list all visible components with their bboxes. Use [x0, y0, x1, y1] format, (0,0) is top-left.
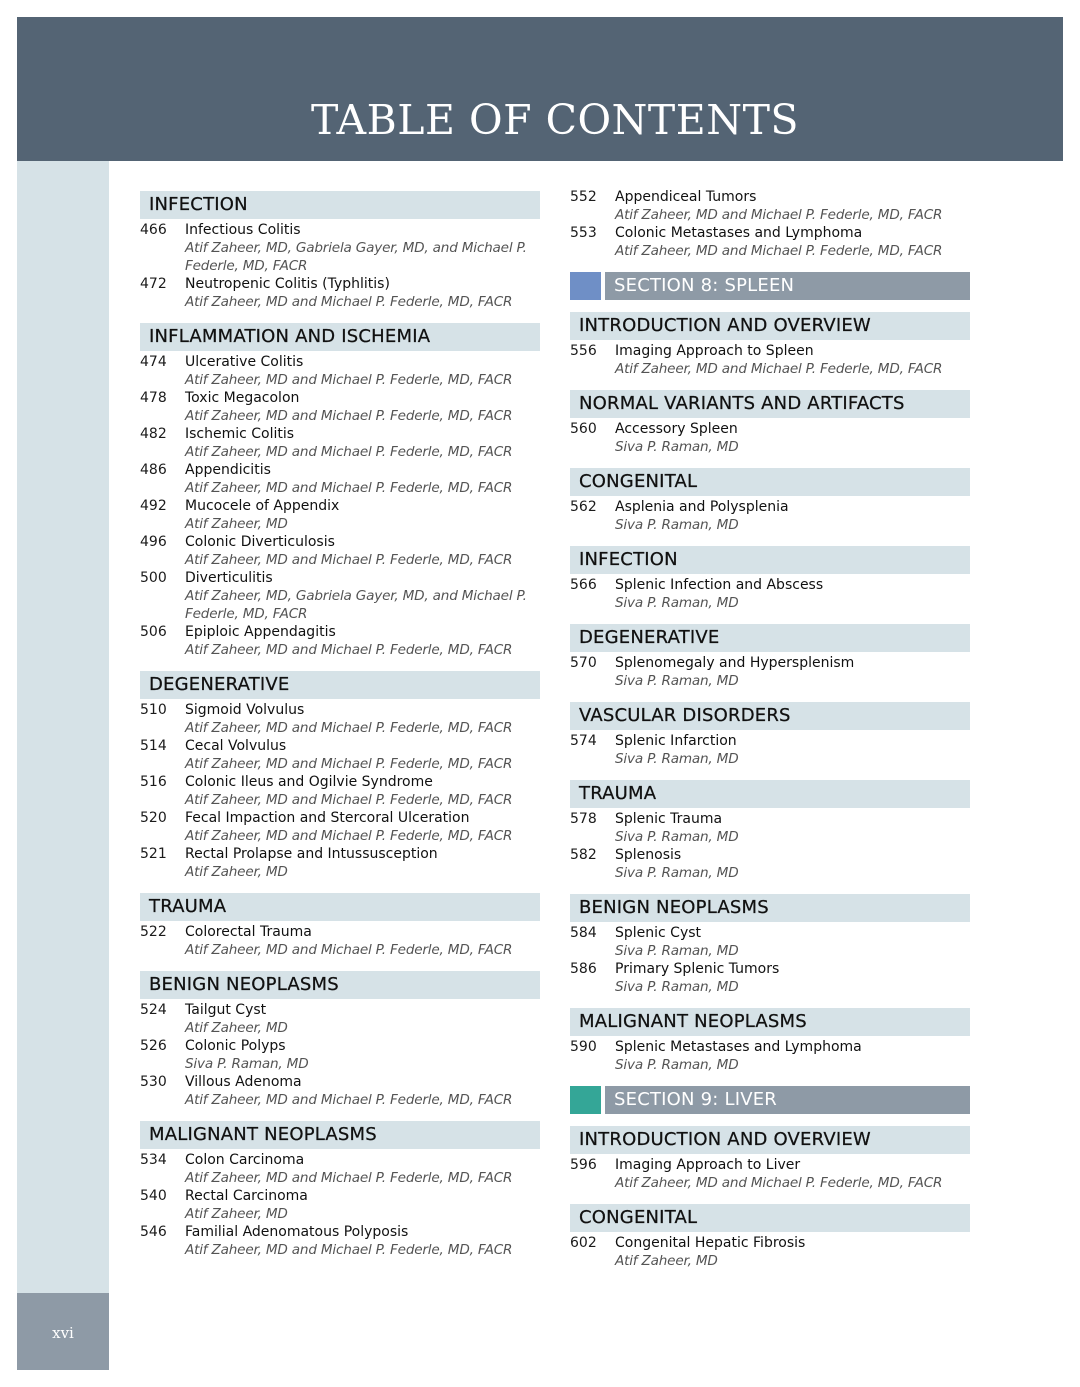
entry-authors: Atif Zaheer, MD and Michael P. Federle, MD, FACR — [615, 1175, 943, 1191]
entry-page-number: 553 — [570, 225, 597, 241]
entry-title[interactable]: Imaging Approach to Liver — [615, 1157, 801, 1173]
entry-title[interactable]: Appendiceal Tumors — [615, 189, 757, 205]
entry-title[interactable]: Colonic Ileus and Ogilvie Syndrome — [185, 774, 433, 790]
entry-title[interactable]: Ischemic Colitis — [185, 426, 295, 442]
entry-authors: Atif Zaheer, MD and Michael P. Federle, MD, FACR — [185, 642, 513, 658]
entry-body — [615, 342, 970, 378]
entry-authors: Atif Zaheer, MD, Gabriela Gayer, MD, and Michael P. — [185, 588, 527, 604]
toc-entry[interactable] — [570, 498, 970, 534]
toc-entry[interactable] — [140, 461, 540, 497]
entry-authors: Atif Zaheer, MD and Michael P. Federle, MD, FACR — [185, 942, 513, 958]
subsection-heading-normal-variants-and-artifacts: NORMAL VARIANTS AND ARTIFACTS — [570, 390, 970, 418]
entry-authors: Atif Zaheer, MD and Michael P. Federle, MD, FACR — [185, 1242, 513, 1258]
entry-page-number: 546 — [140, 1224, 167, 1240]
entry-title[interactable]: Infectious Colitis — [185, 222, 301, 238]
toc-entry[interactable] — [570, 732, 970, 768]
subsection-heading-introduction-and-overview: INTRODUCTION AND OVERVIEW — [570, 1126, 970, 1154]
toc-entry[interactable] — [570, 654, 970, 690]
entry-body — [615, 810, 970, 846]
entry-page-number: 534 — [140, 1152, 167, 1168]
entry-title[interactable]: Congenital Hepatic Fibrosis — [615, 1235, 806, 1251]
entry-title[interactable]: Colonic Diverticulosis — [185, 534, 335, 550]
toc-entry[interactable] — [140, 1223, 540, 1259]
toc-entry[interactable] — [570, 1234, 970, 1270]
entry-body — [185, 533, 540, 569]
entry-body — [185, 773, 540, 809]
entry-authors: Siva P. Raman, MD — [615, 829, 739, 845]
entry-body — [185, 809, 540, 845]
entry-title[interactable]: Splenic Metastases and Lymphoma — [615, 1039, 862, 1055]
entry-page-number: 506 — [140, 624, 167, 640]
entry-authors: Siva P. Raman, MD — [185, 1056, 309, 1072]
entry-authors: Atif Zaheer, MD, Gabriela Gayer, MD, and Michael P. — [185, 240, 527, 256]
entry-authors: Atif Zaheer, MD — [185, 1020, 288, 1036]
entry-body — [615, 732, 970, 768]
entry-title[interactable]: Splenic Cyst — [615, 925, 702, 941]
entry-page-number: 524 — [140, 1002, 167, 1018]
entry-authors: Siva P. Raman, MD — [615, 979, 739, 995]
entry-body — [615, 498, 970, 534]
entry-authors: Atif Zaheer, MD — [185, 864, 288, 880]
entry-body — [185, 425, 540, 461]
entry-title[interactable]: Splenic Infarction — [615, 733, 737, 749]
entry-authors: Atif Zaheer, MD and Michael P. Federle, MD, FACR — [185, 480, 513, 496]
entry-body — [185, 623, 540, 659]
subsection-heading-introduction-and-overview: INTRODUCTION AND OVERVIEW — [570, 312, 970, 340]
entry-page-number: 530 — [140, 1074, 167, 1090]
entry-page-number: 562 — [570, 499, 597, 515]
entry-page-number: 500 — [140, 570, 167, 586]
entry-page-number: 516 — [140, 774, 167, 790]
entry-page-number: 522 — [140, 924, 167, 940]
entry-body — [185, 737, 540, 773]
entry-body — [185, 1223, 540, 1259]
entry-page-number: 556 — [570, 343, 597, 359]
entry-title[interactable]: Appendicitis — [185, 462, 271, 478]
toc-entry[interactable] — [140, 221, 540, 275]
entry-title[interactable]: Rectal Prolapse and Intussusception — [185, 846, 438, 862]
entry-title[interactable]: Colonic Polyps — [185, 1038, 286, 1054]
entry-authors: Siva P. Raman, MD — [615, 517, 739, 533]
entry-authors: Atif Zaheer, MD and Michael P. Federle, MD, FACR — [615, 361, 943, 377]
entry-authors: Siva P. Raman, MD — [615, 439, 739, 455]
entry-page-number: 514 — [140, 738, 167, 754]
toc-entry[interactable] — [140, 1151, 540, 1187]
toc-entry[interactable] — [570, 188, 970, 224]
entry-page-number: 466 — [140, 222, 167, 238]
entry-page-number: 552 — [570, 189, 597, 205]
page-number: xvi — [52, 1324, 74, 1342]
toc-entry[interactable] — [570, 224, 970, 260]
entry-authors: Atif Zaheer, MD and Michael P. Federle, MD, FACR — [185, 294, 513, 310]
entry-title[interactable]: Rectal Carcinoma — [185, 1188, 308, 1204]
toc-entry[interactable] — [570, 1156, 970, 1192]
entry-authors: Atif Zaheer, MD — [615, 1253, 718, 1269]
toc-entry[interactable] — [140, 533, 540, 569]
subsection-heading-congenital: CONGENITAL — [570, 468, 970, 496]
entry-page-number: 566 — [570, 577, 597, 593]
entry-page-number: 578 — [570, 811, 597, 827]
entry-authors: Federle, MD, FACR — [185, 606, 308, 622]
toc-entry[interactable] — [140, 275, 540, 311]
entry-title[interactable]: Tailgut Cyst — [185, 1002, 267, 1018]
entry-title[interactable]: Splenic Infection and Abscess — [615, 577, 824, 593]
section-title: SECTION 9: LIVER — [605, 1086, 970, 1114]
entry-title[interactable]: Epiploic Appendagitis — [185, 624, 336, 640]
entry-body — [185, 845, 540, 881]
entry-body — [615, 924, 970, 960]
toc-entry[interactable] — [570, 342, 970, 378]
toc-entry[interactable] — [570, 924, 970, 960]
entry-body — [615, 846, 970, 882]
entry-authors: Atif Zaheer, MD and Michael P. Federle, MD, FACR — [185, 756, 513, 772]
subsection-heading-infection: INFECTION — [140, 191, 540, 219]
toc-entry[interactable] — [140, 569, 540, 623]
entry-page-number: 560 — [570, 421, 597, 437]
entry-title[interactable]: Cecal Volvulus — [185, 738, 287, 754]
entry-authors: Siva P. Raman, MD — [615, 865, 739, 881]
entry-body — [185, 1001, 540, 1037]
entry-title[interactable]: Colon Carcinoma — [185, 1152, 305, 1168]
toc-entry[interactable] — [140, 425, 540, 461]
entry-authors: Atif Zaheer, MD — [185, 516, 288, 532]
toc-entry[interactable] — [140, 1187, 540, 1223]
toc-entry[interactable] — [140, 809, 540, 845]
entry-title[interactable]: Accessory Spleen — [615, 421, 738, 437]
entry-title[interactable]: Primary Splenic Tumors — [615, 961, 780, 977]
entry-page-number: 510 — [140, 702, 167, 718]
toc-left-column — [140, 191, 540, 1259]
entry-title[interactable]: Neutropenic Colitis (Typhlitis) — [185, 276, 390, 292]
subsection-heading-congenital: CONGENITAL — [570, 1204, 970, 1232]
entry-authors: Atif Zaheer, MD and Michael P. Federle, MD, FACR — [185, 552, 513, 568]
entry-page-number: 526 — [140, 1038, 167, 1054]
entry-body — [615, 576, 970, 612]
entry-page-number: 540 — [140, 1188, 167, 1204]
entry-authors: Atif Zaheer, MD and Michael P. Federle, MD, FACR — [185, 444, 513, 460]
toc-entry[interactable] — [570, 810, 970, 846]
toc-entry[interactable] — [570, 960, 970, 996]
entry-body — [185, 461, 540, 497]
entry-body — [185, 497, 540, 533]
subsection-heading-malignant-neoplasms: MALIGNANT NEOPLASMS — [140, 1121, 540, 1149]
subsection-heading-benign-neoplasms: BENIGN NEOPLASMS — [570, 894, 970, 922]
toc-entry[interactable] — [140, 1001, 540, 1037]
entry-authors: Siva P. Raman, MD — [615, 595, 739, 611]
entry-title[interactable]: Sigmoid Volvulus — [185, 702, 305, 718]
toc-right-column — [570, 188, 970, 1270]
entry-title[interactable]: Mucocele of Appendix — [185, 498, 340, 514]
entry-body — [185, 275, 540, 311]
folio-box — [17, 1293, 109, 1370]
entry-title[interactable]: Ulcerative Colitis — [185, 354, 304, 370]
section-color-swatch — [570, 1086, 601, 1114]
entry-body — [615, 420, 970, 456]
entry-page-number: 474 — [140, 354, 167, 370]
entry-title[interactable]: Colorectal Trauma — [185, 924, 312, 940]
entry-authors: Atif Zaheer, MD and Michael P. Federle, MD, FACR — [185, 1170, 513, 1186]
entry-page-number: 596 — [570, 1157, 597, 1173]
subsection-heading-trauma: TRAUMA — [570, 780, 970, 808]
entry-title[interactable]: Familial Adenomatous Polyposis — [185, 1224, 409, 1240]
entry-page-number: 486 — [140, 462, 167, 478]
toc-entry[interactable] — [140, 923, 540, 959]
entry-body — [185, 701, 540, 737]
entry-title[interactable]: Splenic Trauma — [615, 811, 723, 827]
entry-authors: Siva P. Raman, MD — [615, 673, 739, 689]
entry-authors: Atif Zaheer, MD and Michael P. Federle, MD, FACR — [185, 1092, 513, 1108]
toc-entry[interactable] — [570, 420, 970, 456]
entry-page-number: 586 — [570, 961, 597, 977]
entry-authors: Siva P. Raman, MD — [615, 751, 739, 767]
entry-page-number: 496 — [140, 534, 167, 550]
entry-authors: Siva P. Raman, MD — [615, 943, 739, 959]
entry-body — [615, 224, 970, 260]
entry-page-number: 584 — [570, 925, 597, 941]
section-header-section-9-liver — [570, 1086, 970, 1114]
side-strip — [17, 161, 109, 1293]
subsection-heading-infection: INFECTION — [570, 546, 970, 574]
toc-entry[interactable] — [140, 497, 540, 533]
subsection-heading-vascular-disorders: VASCULAR DISORDERS — [570, 702, 970, 730]
section-title: SECTION 8: SPLEEN — [605, 272, 970, 300]
entry-page-number: 492 — [140, 498, 167, 514]
entry-body — [185, 389, 540, 425]
entry-body — [185, 221, 540, 275]
toc-entry[interactable] — [140, 1073, 540, 1109]
entry-authors: Atif Zaheer, MD and Michael P. Federle, MD, FACR — [615, 243, 943, 259]
entry-page-number: 482 — [140, 426, 167, 442]
entry-authors: Atif Zaheer, MD and Michael P. Federle, MD, FACR — [185, 408, 513, 424]
toc-entry[interactable] — [140, 1037, 540, 1073]
entry-title[interactable]: Asplenia and Polysplenia — [615, 499, 789, 515]
toc-entry[interactable] — [140, 845, 540, 881]
subsection-heading-degenerative: DEGENERATIVE — [570, 624, 970, 652]
entry-page-number: 520 — [140, 810, 167, 826]
subsection-heading-benign-neoplasms: BENIGN NEOPLASMS — [140, 971, 540, 999]
entry-body — [615, 1038, 970, 1074]
entry-body — [185, 569, 540, 623]
toc-entry[interactable] — [570, 1038, 970, 1074]
entry-body — [185, 1187, 540, 1223]
toc-entry[interactable] — [570, 846, 970, 882]
section-color-swatch — [570, 272, 601, 300]
entry-title[interactable]: Splenosis — [615, 847, 682, 863]
subsection-heading-degenerative: DEGENERATIVE — [140, 671, 540, 699]
entry-body — [615, 960, 970, 996]
page-title: TABLE OF CONTENTS — [310, 96, 800, 144]
toc-entry[interactable] — [570, 576, 970, 612]
entry-body — [615, 1234, 970, 1270]
entry-body — [185, 923, 540, 959]
entry-body — [185, 1037, 540, 1073]
entry-body — [185, 353, 540, 389]
entry-title[interactable]: Imaging Approach to Spleen — [615, 343, 814, 359]
entry-page-number: 582 — [570, 847, 597, 863]
section-header-section-8-spleen — [570, 272, 970, 300]
entry-title[interactable]: Diverticulitis — [185, 570, 273, 586]
entry-page-number: 590 — [570, 1039, 597, 1055]
entry-page-number: 602 — [570, 1235, 597, 1251]
entry-body — [185, 1073, 540, 1109]
subsection-heading-malignant-neoplasms: MALIGNANT NEOPLASMS — [570, 1008, 970, 1036]
entry-title[interactable]: Splenomegaly and Hypersplenism — [615, 655, 855, 671]
entry-body — [615, 654, 970, 690]
entry-title[interactable]: Fecal Impaction and Stercoral Ulceration — [185, 810, 470, 826]
entry-page-number: 521 — [140, 846, 167, 862]
entry-page-number: 570 — [570, 655, 597, 671]
toc-entry[interactable] — [140, 353, 540, 389]
entry-title[interactable]: Villous Adenoma — [185, 1074, 302, 1090]
subsection-heading-trauma: TRAUMA — [140, 893, 540, 921]
entry-body — [615, 188, 970, 224]
entry-body — [185, 1151, 540, 1187]
entry-title[interactable]: Toxic Megacolon — [185, 390, 300, 406]
entry-body — [615, 1156, 970, 1192]
entry-authors: Atif Zaheer, MD — [185, 1206, 288, 1222]
entry-authors: Atif Zaheer, MD and Michael P. Federle, MD, FACR — [185, 828, 513, 844]
subsection-heading-inflammation-and-ischemia: INFLAMMATION AND ISCHEMIA — [140, 323, 540, 351]
entry-authors: Atif Zaheer, MD and Michael P. Federle, MD, FACR — [185, 792, 513, 808]
entry-authors: Atif Zaheer, MD and Michael P. Federle, MD, FACR — [615, 207, 943, 223]
toc-entry[interactable] — [140, 701, 540, 737]
toc-entry[interactable] — [140, 389, 540, 425]
entry-authors: Atif Zaheer, MD and Michael P. Federle, MD, FACR — [185, 720, 513, 736]
entry-title[interactable]: Colonic Metastases and Lymphoma — [615, 225, 863, 241]
toc-entry[interactable] — [140, 773, 540, 809]
entry-page-number: 478 — [140, 390, 167, 406]
entry-page-number: 574 — [570, 733, 597, 749]
entry-authors: Atif Zaheer, MD and Michael P. Federle, MD, FACR — [185, 372, 513, 388]
entry-authors: Federle, MD, FACR — [185, 258, 308, 274]
toc-entry[interactable] — [140, 623, 540, 659]
toc-entry[interactable] — [140, 737, 540, 773]
entry-page-number: 472 — [140, 276, 167, 292]
entry-authors: Siva P. Raman, MD — [615, 1057, 739, 1073]
